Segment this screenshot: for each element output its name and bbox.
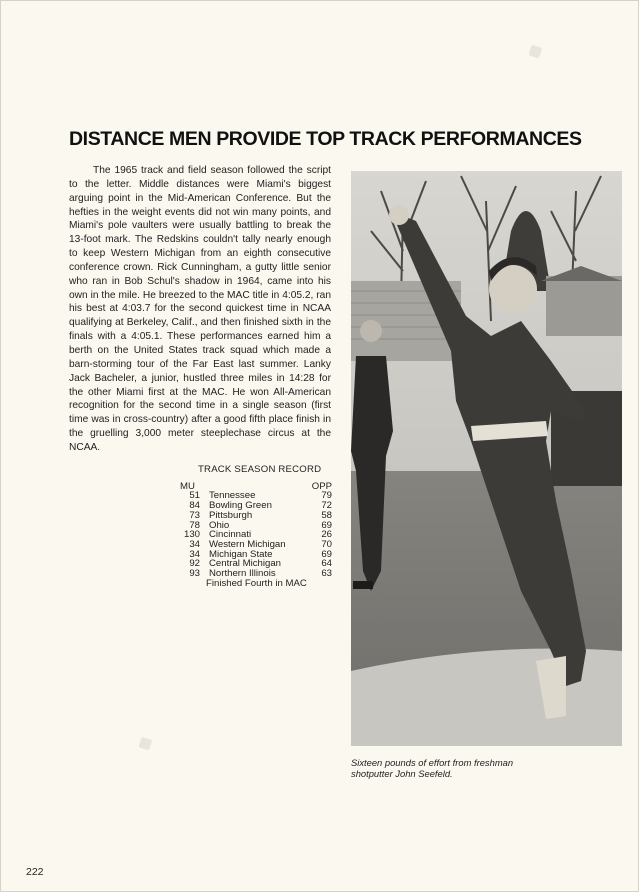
opp-score: 72	[321, 500, 332, 512]
mu-score: 84	[189, 500, 200, 512]
print-smudge	[528, 44, 544, 60]
opp-score: 69	[321, 548, 332, 560]
opponent-name: Pittsburgh	[209, 509, 253, 521]
mu-score: 34	[189, 538, 200, 550]
record-footer: Finished Fourth in MAC	[206, 577, 307, 589]
opp-column-header: OPP	[311, 480, 332, 492]
opponent-name: Central Michigan	[209, 558, 281, 570]
mu-column-header: MU	[180, 480, 195, 492]
opponent-name: Western Michigan	[209, 538, 286, 550]
photo-illustration	[351, 171, 622, 746]
opponent-name: Ohio	[209, 519, 230, 531]
mu-score: 78	[189, 519, 200, 531]
opp-score: 26	[321, 529, 332, 541]
opp-score: 64	[321, 558, 332, 570]
record-row	[180, 521, 332, 531]
opponent-name: Northern Illinois	[209, 568, 276, 580]
track-season-record	[180, 465, 340, 588]
opponent-name: Tennessee	[209, 490, 256, 502]
mu-score: 92	[189, 558, 200, 570]
opp-score: 70	[321, 538, 332, 550]
page-title: DISTANCE MEN PROVIDE TOP TRACK PERFORMANCES	[69, 128, 582, 150]
article-body: The 1965 track and field season followed the script to the letter. Middle distances were Miami's biggest arguing point in the Mid-American Conference. But the hefties in the weight events did not win many points, and Miami's pole vaulters were usually battling to break the 13-foot mark. The Redskins couldn't tally nearly enough to keep Western Michigan from an eighth consecutive conference crown. Rick Cunningham, a gutty little senior who ran in Bob Schul's shadow in 1964, came into his own in the mile. He breezed to the MAC title in 4:05.2, ran his best at 4:03.7 for the second quickest time in NCAA qualifying at Berkeley, Calif., and then finished sixth in the finals with a 4:05.1. These performances earned him a berth on the United States track squad which made a barn-storming tour of the Far East last summer. Lanky Jack Bacheler, a junior, hustled three miles in 14:28 for the other Miami first at the MAC. He won All-American recognition for the second time in a single season (first time was in cross-country) after a good fifth place finish in the gruelling 3,000 meter steeplechase circus at the NCAA.	[69, 165, 331, 453]
print-smudge	[138, 736, 154, 752]
opponent-name: Bowling Green	[209, 500, 272, 512]
mu-score: 34	[189, 548, 200, 560]
mu-score: 73	[189, 509, 200, 521]
mu-score: 93	[189, 568, 200, 580]
opponent-name: Michigan State	[209, 548, 273, 560]
record-header	[180, 482, 332, 492]
record-rows	[180, 491, 340, 578]
record-row	[180, 501, 332, 511]
opp-score: 79	[321, 490, 332, 502]
opp-score: 69	[321, 519, 332, 531]
page-number: 222	[26, 866, 44, 878]
record-title: TRACK SEASON RECORD	[198, 464, 322, 475]
photo-caption: Sixteen pounds of effort from freshman shotputter John Seefeld.	[351, 757, 514, 779]
opp-score: 63	[321, 568, 332, 580]
mu-score: 130	[183, 529, 200, 541]
opponent-name: Cincinnati	[209, 529, 252, 541]
opp-score: 58	[321, 509, 332, 521]
shotputter-photo	[351, 171, 622, 746]
record-row	[180, 511, 332, 521]
mu-score: 51	[189, 490, 200, 502]
